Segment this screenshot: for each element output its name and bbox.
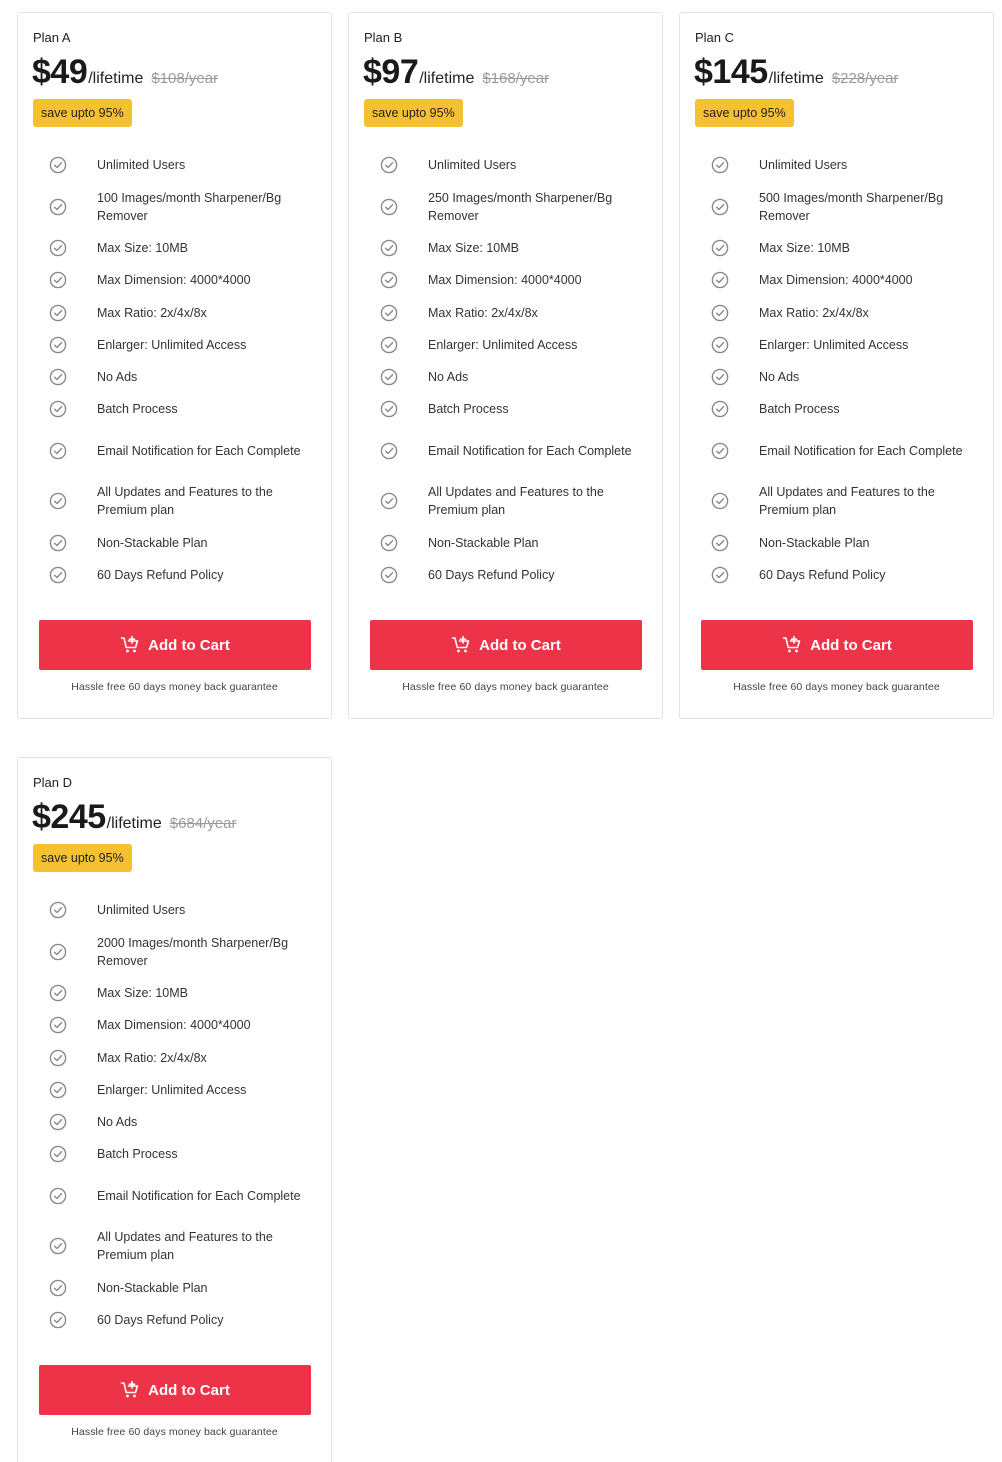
pricing-card-plan-b bbox=[348, 12, 663, 719]
check-circle-icon bbox=[49, 1187, 67, 1205]
guarantee-text: Hassle free 60 days money back guarantee bbox=[71, 1426, 278, 1438]
cart-icon bbox=[451, 635, 471, 655]
feature-item bbox=[18, 149, 331, 181]
feature-text: Batch Process bbox=[97, 1147, 178, 1162]
check-circle-icon bbox=[711, 304, 729, 322]
check-circle-icon bbox=[49, 156, 67, 174]
feature-item bbox=[18, 1138, 331, 1170]
price-period: /lifetime bbox=[88, 70, 144, 87]
feature-item bbox=[18, 426, 331, 477]
feature-text: Email Notification for Each Complete bbox=[97, 443, 301, 458]
check-circle-icon bbox=[49, 492, 67, 510]
feature-list bbox=[680, 149, 993, 591]
guarantee-text: Hassle free 60 days money back guarantee bbox=[733, 681, 940, 693]
feature-text: Max Ratio: 2x/4x/8x bbox=[759, 305, 869, 320]
check-circle-icon bbox=[711, 492, 729, 510]
check-circle-icon bbox=[49, 1145, 67, 1163]
add-to-cart-button[interactable] bbox=[39, 1365, 311, 1415]
feature-text: Max Dimension: 4000*4000 bbox=[428, 273, 582, 288]
feature-item bbox=[680, 181, 993, 232]
feature-text: Max Ratio: 2x/4x/8x bbox=[97, 1050, 207, 1065]
check-circle-icon bbox=[49, 566, 67, 584]
feature-text: Max Size: 10MB bbox=[97, 985, 189, 1000]
old-price: $684/year bbox=[169, 815, 237, 832]
feature-text: No Ads bbox=[97, 370, 138, 385]
feature-text: No Ads bbox=[428, 370, 469, 385]
feature-text: Batch Process bbox=[759, 402, 840, 417]
feature-item bbox=[680, 426, 993, 477]
price: $145 bbox=[694, 53, 768, 91]
plan-name: Plan C bbox=[695, 30, 735, 45]
add-to-cart-label: Add to Cart bbox=[148, 1381, 230, 1399]
check-circle-icon bbox=[49, 1237, 67, 1255]
check-circle-icon bbox=[711, 442, 729, 460]
add-to-cart-label: Add to Cart bbox=[479, 636, 561, 654]
check-circle-icon bbox=[49, 1081, 67, 1099]
feature-text: Unlimited Users bbox=[759, 158, 848, 173]
add-to-cart-label: Add to Cart bbox=[810, 636, 892, 654]
check-circle-icon bbox=[49, 943, 67, 961]
check-circle-icon bbox=[380, 566, 398, 584]
feature-text: Unlimited Users bbox=[428, 158, 517, 173]
old-price: $108/year bbox=[151, 70, 219, 87]
feature-item bbox=[349, 393, 662, 425]
feature-item bbox=[680, 264, 993, 296]
cart-icon bbox=[782, 635, 802, 655]
guarantee-text: Hassle free 60 days money back guarantee bbox=[402, 681, 609, 693]
price-period: /lifetime bbox=[106, 815, 162, 832]
check-circle-icon bbox=[49, 239, 67, 257]
save-badge: save upto 95% bbox=[364, 99, 463, 127]
add-to-cart-button[interactable] bbox=[370, 620, 642, 670]
feature-text: Enlarger: Unlimited Access bbox=[97, 337, 247, 352]
feature-item bbox=[18, 329, 331, 361]
feature-text: Enlarger: Unlimited Access bbox=[428, 337, 578, 352]
feature-item bbox=[349, 149, 662, 181]
feature-item bbox=[18, 1074, 331, 1106]
pricing-card-plan-d bbox=[17, 757, 332, 1462]
price: $49 bbox=[32, 53, 88, 91]
feature-text: Max Dimension: 4000*4000 bbox=[759, 273, 913, 288]
check-circle-icon bbox=[49, 336, 67, 354]
check-circle-icon bbox=[49, 1113, 67, 1131]
feature-text: All Updates and Features to the Premium plan bbox=[97, 1230, 273, 1263]
feature-text: Unlimited Users bbox=[97, 903, 186, 918]
feature-item bbox=[18, 1221, 331, 1272]
save-badge: save upto 95% bbox=[695, 99, 794, 127]
cart-icon bbox=[120, 635, 140, 655]
feature-text: Non-Stackable Plan bbox=[97, 1280, 208, 1295]
check-circle-icon bbox=[49, 400, 67, 418]
feature-text: 500 Images/month Sharpener/Bg Remover bbox=[759, 190, 944, 223]
feature-item bbox=[18, 894, 331, 926]
price-row bbox=[363, 53, 549, 93]
feature-item bbox=[18, 181, 331, 232]
cart-icon bbox=[120, 1380, 140, 1400]
feature-item bbox=[680, 361, 993, 393]
add-to-cart-button[interactable] bbox=[39, 620, 311, 670]
check-circle-icon bbox=[49, 1279, 67, 1297]
check-circle-icon bbox=[49, 1311, 67, 1329]
check-circle-icon bbox=[380, 534, 398, 552]
feature-text: Max Dimension: 4000*4000 bbox=[97, 1018, 251, 1033]
check-circle-icon bbox=[49, 442, 67, 460]
check-circle-icon bbox=[49, 368, 67, 386]
price: $97 bbox=[363, 53, 419, 91]
feature-item bbox=[349, 264, 662, 296]
feature-item bbox=[349, 527, 662, 559]
price: $245 bbox=[32, 798, 106, 836]
old-price: $168/year bbox=[482, 70, 550, 87]
feature-text: 60 Days Refund Policy bbox=[428, 568, 555, 583]
old-price: $228/year bbox=[831, 70, 899, 87]
feature-item bbox=[18, 296, 331, 328]
pricing-card-plan-c bbox=[679, 12, 994, 719]
feature-item bbox=[18, 527, 331, 559]
feature-item bbox=[18, 1272, 331, 1304]
feature-item bbox=[349, 232, 662, 264]
feature-item bbox=[349, 426, 662, 477]
plan-name: Plan D bbox=[33, 775, 73, 790]
guarantee-text: Hassle free 60 days money back guarantee bbox=[71, 681, 278, 693]
feature-item bbox=[680, 296, 993, 328]
check-circle-icon bbox=[49, 198, 67, 216]
price-row bbox=[32, 798, 236, 838]
feature-text: Max Ratio: 2x/4x/8x bbox=[97, 305, 207, 320]
check-circle-icon bbox=[380, 368, 398, 386]
feature-item bbox=[680, 527, 993, 559]
check-circle-icon bbox=[711, 239, 729, 257]
feature-text: 2000 Images/month Sharpener/Bg Remover bbox=[97, 935, 289, 968]
check-circle-icon bbox=[49, 1049, 67, 1067]
feature-text: Max Size: 10MB bbox=[97, 240, 189, 255]
feature-item bbox=[680, 393, 993, 425]
check-circle-icon bbox=[711, 156, 729, 174]
feature-text: Email Notification for Each Complete bbox=[428, 443, 632, 458]
check-circle-icon bbox=[49, 271, 67, 289]
save-badge: save upto 95% bbox=[33, 99, 132, 127]
feature-item bbox=[18, 1304, 331, 1336]
check-circle-icon bbox=[380, 336, 398, 354]
feature-text: 250 Images/month Sharpener/Bg Remover bbox=[428, 190, 613, 223]
feature-item bbox=[680, 329, 993, 361]
feature-item bbox=[18, 1009, 331, 1041]
feature-text: Non-Stackable Plan bbox=[759, 535, 870, 550]
feature-text: All Updates and Features to the Premium plan bbox=[759, 485, 935, 518]
feature-list bbox=[18, 149, 331, 591]
feature-item bbox=[349, 329, 662, 361]
price-row bbox=[694, 53, 898, 93]
check-circle-icon bbox=[49, 1016, 67, 1034]
feature-item bbox=[18, 926, 331, 977]
feature-item bbox=[18, 1106, 331, 1138]
feature-text: Non-Stackable Plan bbox=[97, 535, 208, 550]
pricing-card-plan-a bbox=[17, 12, 332, 719]
price-period: /lifetime bbox=[419, 70, 475, 87]
feature-text: No Ads bbox=[97, 1115, 138, 1130]
feature-item bbox=[680, 232, 993, 264]
feature-text: 60 Days Refund Policy bbox=[97, 1313, 224, 1328]
check-circle-icon bbox=[380, 239, 398, 257]
check-circle-icon bbox=[380, 400, 398, 418]
feature-item bbox=[349, 181, 662, 232]
save-badge: save upto 95% bbox=[33, 844, 132, 872]
feature-item bbox=[349, 476, 662, 527]
feature-item bbox=[349, 559, 662, 591]
feature-item bbox=[680, 559, 993, 591]
feature-item bbox=[349, 296, 662, 328]
feature-text: 100 Images/month Sharpener/Bg Remover bbox=[97, 190, 282, 223]
feature-text: Non-Stackable Plan bbox=[428, 535, 539, 550]
plan-name: Plan B bbox=[364, 30, 403, 45]
feature-item bbox=[18, 977, 331, 1009]
check-circle-icon bbox=[711, 368, 729, 386]
check-circle-icon bbox=[49, 984, 67, 1002]
check-circle-icon bbox=[711, 271, 729, 289]
feature-text: Enlarger: Unlimited Access bbox=[97, 1082, 247, 1097]
feature-text: All Updates and Features to the Premium plan bbox=[428, 485, 604, 518]
feature-item bbox=[18, 232, 331, 264]
feature-item bbox=[18, 264, 331, 296]
feature-item bbox=[18, 361, 331, 393]
feature-text: 60 Days Refund Policy bbox=[759, 568, 886, 583]
feature-text: Max Dimension: 4000*4000 bbox=[97, 273, 251, 288]
check-circle-icon bbox=[711, 534, 729, 552]
feature-item bbox=[18, 1041, 331, 1073]
feature-text: Enlarger: Unlimited Access bbox=[759, 337, 909, 352]
feature-list bbox=[349, 149, 662, 591]
check-circle-icon bbox=[380, 156, 398, 174]
check-circle-icon bbox=[380, 304, 398, 322]
feature-text: Email Notification for Each Complete bbox=[97, 1188, 301, 1203]
feature-item bbox=[18, 393, 331, 425]
feature-item bbox=[18, 559, 331, 591]
feature-text: 60 Days Refund Policy bbox=[97, 568, 224, 583]
check-circle-icon bbox=[49, 901, 67, 919]
price-row bbox=[32, 53, 218, 93]
check-circle-icon bbox=[49, 534, 67, 552]
feature-text: Max Size: 10MB bbox=[428, 240, 520, 255]
price-period: /lifetime bbox=[768, 70, 824, 87]
check-circle-icon bbox=[49, 304, 67, 322]
check-circle-icon bbox=[711, 198, 729, 216]
feature-text: Batch Process bbox=[97, 402, 178, 417]
feature-text: Max Size: 10MB bbox=[759, 240, 851, 255]
feature-text: No Ads bbox=[759, 370, 800, 385]
add-to-cart-button[interactable] bbox=[701, 620, 973, 670]
feature-item bbox=[680, 476, 993, 527]
check-circle-icon bbox=[380, 271, 398, 289]
feature-item bbox=[680, 149, 993, 181]
feature-text: Batch Process bbox=[428, 402, 509, 417]
check-circle-icon bbox=[380, 442, 398, 460]
check-circle-icon bbox=[380, 198, 398, 216]
check-circle-icon bbox=[711, 566, 729, 584]
plan-name: Plan A bbox=[33, 30, 71, 45]
feature-item bbox=[349, 361, 662, 393]
feature-item bbox=[18, 1171, 331, 1222]
check-circle-icon bbox=[711, 400, 729, 418]
check-circle-icon bbox=[711, 336, 729, 354]
add-to-cart-label: Add to Cart bbox=[148, 636, 230, 654]
feature-text: All Updates and Features to the Premium plan bbox=[97, 485, 273, 518]
feature-text: Unlimited Users bbox=[97, 158, 186, 173]
feature-list bbox=[18, 894, 331, 1336]
feature-item bbox=[18, 476, 331, 527]
check-circle-icon bbox=[380, 492, 398, 510]
feature-text: Email Notification for Each Complete bbox=[759, 443, 963, 458]
feature-text: Max Ratio: 2x/4x/8x bbox=[428, 305, 538, 320]
